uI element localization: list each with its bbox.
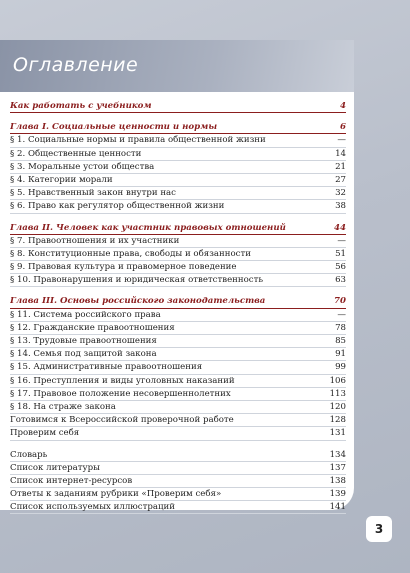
toc-item-row[interactable]	[10, 148, 346, 161]
toc-item-row[interactable]	[10, 348, 346, 361]
toc-entry-label: § 4. Категории морали	[10, 174, 113, 185]
toc-item-row[interactable]	[10, 335, 346, 348]
toc-entry-page: 51	[335, 248, 346, 259]
toc-entry-page: 78	[335, 322, 346, 333]
toc-entry-label: Ответы к заданиям рубрики «Проверим себя»	[10, 489, 222, 500]
toc-item-row[interactable]	[10, 322, 346, 335]
toc-entry-page: 128	[329, 415, 346, 426]
toc-entry-label: Список используемых иллюстраций	[10, 502, 175, 513]
toc-entry-page: 85	[335, 336, 346, 346]
toc-entry-label: § 11. Система российского права	[10, 309, 161, 320]
toc-entry-label: § 2. Общественные ценности	[10, 148, 142, 159]
toc-entry-label: § 16. Преступления и виды уголовных наказаний	[10, 375, 235, 386]
toc-entry-label: § 18. На страже закона	[10, 401, 116, 412]
table-of-contents	[10, 100, 346, 514]
toc-entry-page: 32	[335, 188, 346, 199]
toc-entry-page: 63	[335, 275, 346, 286]
toc-item-row[interactable]	[10, 248, 346, 261]
toc-entry-page: 56	[335, 262, 346, 273]
toc-entry-page: 21	[335, 161, 346, 172]
toc-title: Оглавление	[13, 54, 139, 76]
toc-entry-label: Как работать с учебником	[10, 101, 152, 111]
toc-item-row[interactable]	[10, 187, 346, 200]
toc-entry-page: 120	[329, 401, 346, 412]
toc-entry-label: Проверим себя	[10, 428, 80, 439]
toc-entry-page: 27	[335, 174, 346, 185]
toc-entry-label: § 17. Правовое положение несовершеннолетних	[10, 388, 231, 399]
toc-entry-label: Глава II. Человек как участник правовых отношений	[10, 222, 286, 233]
toc-entry-page: 4	[340, 101, 346, 111]
toc-item-row[interactable]	[10, 375, 346, 388]
toc-entry-page: 113	[329, 388, 346, 399]
toc-item-row[interactable]	[10, 449, 346, 462]
toc-entry-label: § 15. Административные правоотношения	[10, 362, 203, 373]
toc-entry-page: 106	[329, 375, 346, 386]
toc-entry-label: § 13. Трудовые правоотношения	[10, 336, 157, 346]
toc-entry-label: Глава III. Основы российского законодательства	[10, 296, 266, 307]
toc-item-row[interactable]	[10, 134, 346, 147]
section-gap	[10, 287, 346, 295]
toc-entry-page: —	[337, 235, 346, 246]
toc-entry-label: § 14. Семья под защитой закона	[10, 349, 157, 360]
toc-entry-label: Глава I. Социальные ценности и нормы	[10, 122, 218, 133]
toc-entry-page: 14	[335, 148, 346, 159]
toc-item-row[interactable]	[10, 235, 346, 248]
toc-item-row[interactable]	[10, 501, 346, 514]
toc-item-row[interactable]	[10, 261, 346, 274]
toc-entry-page: 99	[335, 362, 346, 373]
page-number: 3	[366, 516, 392, 542]
section-gap	[10, 113, 346, 121]
toc-entry-label: Список литературы	[10, 462, 100, 473]
toc-item-row[interactable]	[10, 274, 346, 287]
toc-entry-label: Готовимся к Всероссийской проверочной работе	[10, 415, 234, 426]
toc-item-row[interactable]	[10, 309, 346, 322]
toc-entry-label: § 7. Правоотношения и их участники	[10, 235, 180, 246]
toc-item-row[interactable]	[10, 488, 346, 501]
toc-entry-page: 138	[329, 475, 346, 486]
toc-entry-label: § 5. Нравственный закон внутри нас	[10, 188, 176, 199]
toc-item-row[interactable]	[10, 174, 346, 187]
textbook-page	[0, 12, 410, 573]
toc-entry-label: § 12. Гражданские правоотношения	[10, 322, 175, 333]
toc-item-row[interactable]	[10, 361, 346, 374]
toc-item-row[interactable]	[10, 427, 346, 440]
toc-entry-page: 134	[329, 449, 346, 460]
toc-entry-label: Словарь	[10, 449, 48, 460]
toc-entry-page: 44	[334, 222, 346, 233]
toc-entry-label: § 10. Правонарушения и юридическая ответственность	[10, 275, 264, 286]
toc-entry-page: 141	[329, 502, 346, 513]
toc-item-row[interactable]	[10, 388, 346, 401]
toc-entry-label: § 9. Правовая культура и правомерное поведение	[10, 262, 237, 273]
toc-chapter-row[interactable]	[10, 295, 346, 308]
toc-entry-page: 91	[335, 349, 346, 360]
toc-entry-page: 70	[334, 296, 346, 307]
toc-entry-label: § 6. Право как регулятор общественной жизни	[10, 201, 225, 212]
toc-item-row[interactable]	[10, 161, 346, 174]
toc-entry-page: —	[337, 309, 346, 320]
toc-header-band	[0, 40, 354, 92]
toc-entry-page: 137	[329, 462, 346, 473]
toc-entry-page: —	[337, 135, 346, 146]
toc-entry-label: § 3. Моральные устои общества	[10, 161, 155, 172]
toc-chapter-row[interactable]	[10, 121, 346, 134]
toc-entry-label: § 1. Социальные нормы и правила общественной жизни	[10, 135, 266, 146]
toc-item-row[interactable]	[10, 414, 346, 427]
section-gap	[10, 214, 346, 222]
toc-entry-page: 6	[340, 122, 346, 133]
toc-entry-label: Список интернет-ресурсов	[10, 475, 133, 486]
toc-item-row[interactable]	[10, 475, 346, 488]
toc-chapter-row[interactable]	[10, 222, 346, 235]
toc-entry-page: 38	[335, 201, 346, 212]
toc-entry-label: § 8. Конституционные права, свободы и обязанности	[10, 248, 251, 259]
toc-item-row[interactable]	[10, 462, 346, 475]
section-gap	[10, 441, 346, 449]
toc-entry-page: 131	[329, 428, 346, 439]
toc-item-row[interactable]	[10, 401, 346, 414]
toc-chapter-row[interactable]	[10, 100, 346, 113]
toc-entry-page: 139	[329, 489, 346, 500]
toc-sheet	[0, 40, 354, 513]
toc-item-row[interactable]	[10, 200, 346, 213]
